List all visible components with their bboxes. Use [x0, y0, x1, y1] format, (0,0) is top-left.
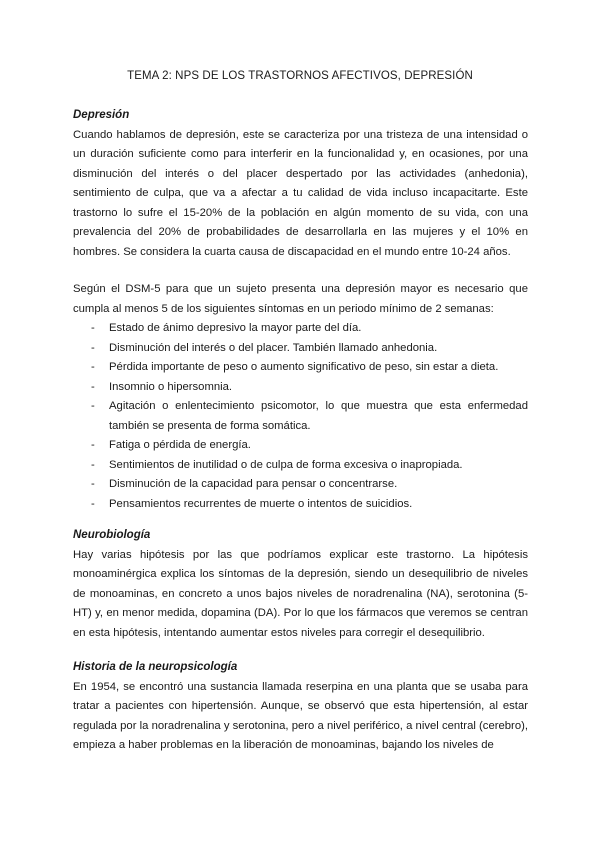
list-item: - Insomnio o hipersomnia. — [91, 380, 233, 393]
list-item: - Agitación o enlentecimiento psicomotor, lo que muestra que esta enfermedad también se presenta de forma somática. — [91, 400, 528, 432]
list-item: - Sentimientos de inutilidad o de culpa de forma excesiva o inapropiada. — [91, 458, 463, 471]
list-item: - Disminución de la capacidad para pensar o concentrarse. — [91, 478, 398, 490]
section-heading-historia: Historia de la neuropsicología — [73, 661, 238, 673]
list-item: - Pensamientos recurrentes de muerte o intentos de suicidios. — [91, 497, 413, 510]
list-item: - Estado de ánimo depresivo la mayor parte del día. — [91, 322, 362, 334]
depresion-paragraph-2: Según el DSM-5 para que un sujeto presenta una depresión mayor es necesario que cumpla al menos 5 de los siguientes síntomas en un periodo mínimo de 2 semanas: — [73, 283, 528, 315]
list-item: - Pérdida importante de peso o aumento significativo de peso, sin estar a dieta. — [91, 361, 499, 373]
section-heading-neurobiologia: Neurobiología — [73, 529, 151, 541]
symptom-list — [73, 319, 528, 514]
section-heading-depresion: Depresión — [73, 109, 130, 121]
document-body — [73, 106, 528, 756]
list-item: - Fatiga o pérdida de energía. — [91, 439, 251, 451]
neurobiologia-paragraph: Hay varias hipótesis por las que podríamos explicar este trastorno. La hipótesis monoaminérgica explica los síntomas de la depresión, siendo un desequilibrio de niveles de monoaminas, en concreto a unos bajos niveles de noradrenalina (NA), serotonina (5-HT) y, en menor medida, dopamina (DA). Por lo que los fármacos que veremos se centran en esta hipótesis, intentando aumentar estos niveles para corregir el desequilibrio. — [73, 548, 528, 639]
depresion-paragraph-1: Cuando hablamos de depresión, este se caracteriza por una tristeza de una intensidad o un duración suficiente como para interferir en la funcionalidad y, en ocasiones, por una disminución del interés o del placer despertado por las actividades (anhedonia), sentimiento de culpa, que va a afectar a tu calidad de vida incluso incapacitarte. Este trastorno lo sufre el 15-20% de la población en algún momento de su vida, con una prevalencia del 20% de probabilidades de desarrollarla en las mujeres y el 10% en hombres. Se considera la cuarta causa de discapacidad en el mundo entre 10-24 años. — [73, 128, 528, 258]
document-title: TEMA 2: NPS DE LOS TRASTORNOS AFECTIVOS, DEPRESIÓN — [127, 70, 473, 82]
list-item: - Disminución del interés o del placer. También llamado anhedonia. — [91, 341, 438, 354]
historia-paragraph: En 1954, se encontró una sustancia llamada reserpina en una planta que se usaba para tratar a pacientes con hipertensión. Aunque, se observó que esta hipertensión, al estar regulada por la noradrenalina y serotonina, pero a nivel periférico, a nivel central (cerebro), empieza a haber problemas en la liberación de monoaminas, bajando los niveles de — [73, 680, 528, 751]
